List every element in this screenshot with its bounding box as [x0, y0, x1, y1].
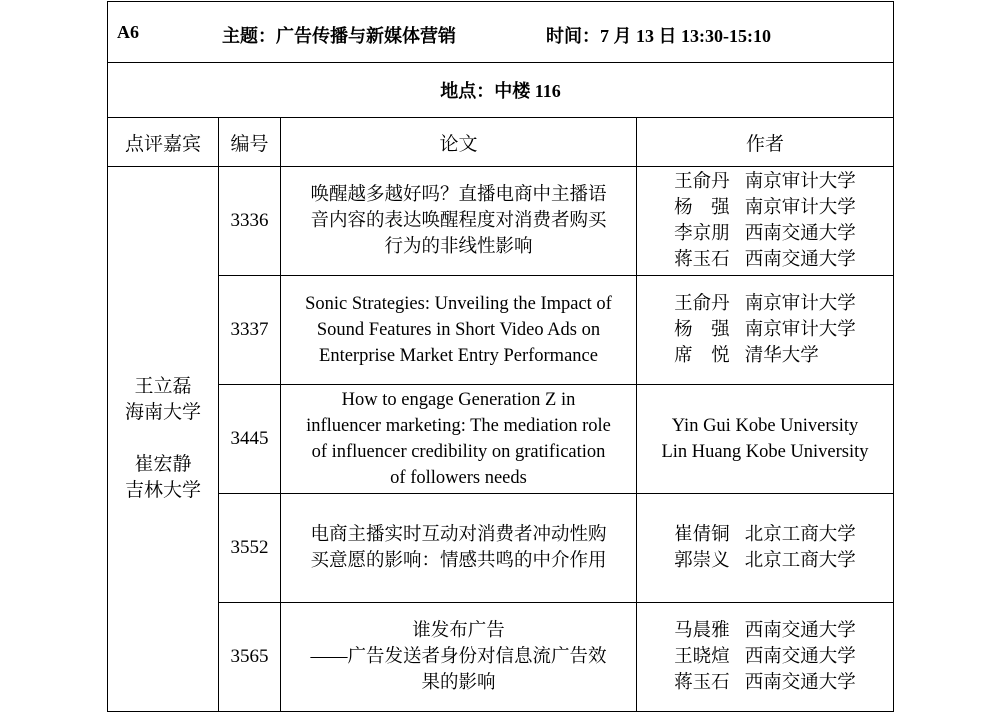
col-header-paper: 论文: [281, 118, 637, 167]
col-header-id: 编号: [219, 118, 281, 167]
paper-authors: [637, 167, 894, 276]
table-row: [108, 603, 894, 712]
paper-authors: [637, 603, 894, 712]
author-line: 李京朋 西南交通大学: [674, 224, 856, 244]
session-code: A6: [117, 22, 139, 42]
author-line: 王俞丹 南京审计大学: [674, 294, 856, 314]
paper-id: 3337: [219, 276, 281, 385]
session-topic: 主题：广告传播与新媒体营销: [222, 26, 456, 46]
paper-id: 3445: [219, 385, 281, 494]
author-line: 郭崇义 北京工商大学: [674, 551, 856, 571]
paper-id: 3552: [219, 494, 281, 603]
session-header-row: [108, 2, 894, 63]
paper-title: 电商主播实时互动对消费者冲动性购 买意愿的影响：情感共鸣的中介作用: [281, 494, 637, 603]
session-location: 地点：中楼 116: [108, 63, 894, 118]
session-time: 时间：7 月 13 日 13:30-15:10: [546, 26, 771, 46]
table-row: [108, 494, 894, 603]
paper-authors: [637, 276, 894, 385]
paper-title: How to engage Generation Z in influencer marketing: The mediation role of influencer credibility on gratification of followers needs: [281, 385, 637, 494]
location-row: [108, 63, 894, 118]
col-header-reviewer: 点评嘉宾: [108, 118, 219, 167]
paper-title: 谁发布广告 ——广告发送者身份对信息流广告效 果的影响: [281, 603, 637, 712]
reviewer-cell: [108, 167, 219, 712]
table-row: [108, 276, 894, 385]
paper-authors: [637, 385, 894, 494]
table-row: [108, 167, 894, 276]
paper-id: 3565: [219, 603, 281, 712]
reviewer-affiliation: 吉林大学: [124, 480, 201, 501]
author-line: 蒋玉石 西南交通大学: [674, 250, 856, 270]
author-line: Lin Huang Kobe University: [661, 442, 869, 462]
table-row: [108, 385, 894, 494]
author-line: 席 悦 清华大学: [674, 346, 819, 366]
paper-title: Sonic Strategies: Unveiling the Impact of Sound Features in Short Video Ads on Enterprise Market Entry Performance: [281, 276, 637, 385]
author-line: 杨 强 南京审计大学: [674, 320, 856, 340]
author-line: 杨 强 南京审计大学: [674, 198, 856, 218]
column-header-row: [108, 118, 894, 167]
author-line: 蒋玉石 西南交通大学: [674, 673, 856, 693]
author-line: Yin Gui Kobe University: [671, 416, 859, 436]
paper-id: 3336: [219, 167, 281, 276]
author-line: 王晓煊 西南交通大学: [674, 647, 856, 667]
reviewer-affiliation: 海南大学: [124, 402, 201, 423]
reviewer-name: 王立磊: [134, 376, 192, 397]
session-table: [107, 1, 894, 712]
author-line: 崔倩铜 北京工商大学: [674, 525, 856, 545]
author-line: 王俞丹 南京审计大学: [674, 172, 856, 192]
reviewer-name: 崔宏静: [134, 454, 192, 475]
paper-title: 唤醒越多越好吗？直播电商中主播语 音内容的表达唤醒程度对消费者购买 行为的非线性影响: [281, 167, 637, 276]
col-header-authors: 作者: [637, 118, 894, 167]
author-line: 马晨雅 西南交通大学: [674, 621, 856, 641]
paper-authors: [637, 494, 894, 603]
